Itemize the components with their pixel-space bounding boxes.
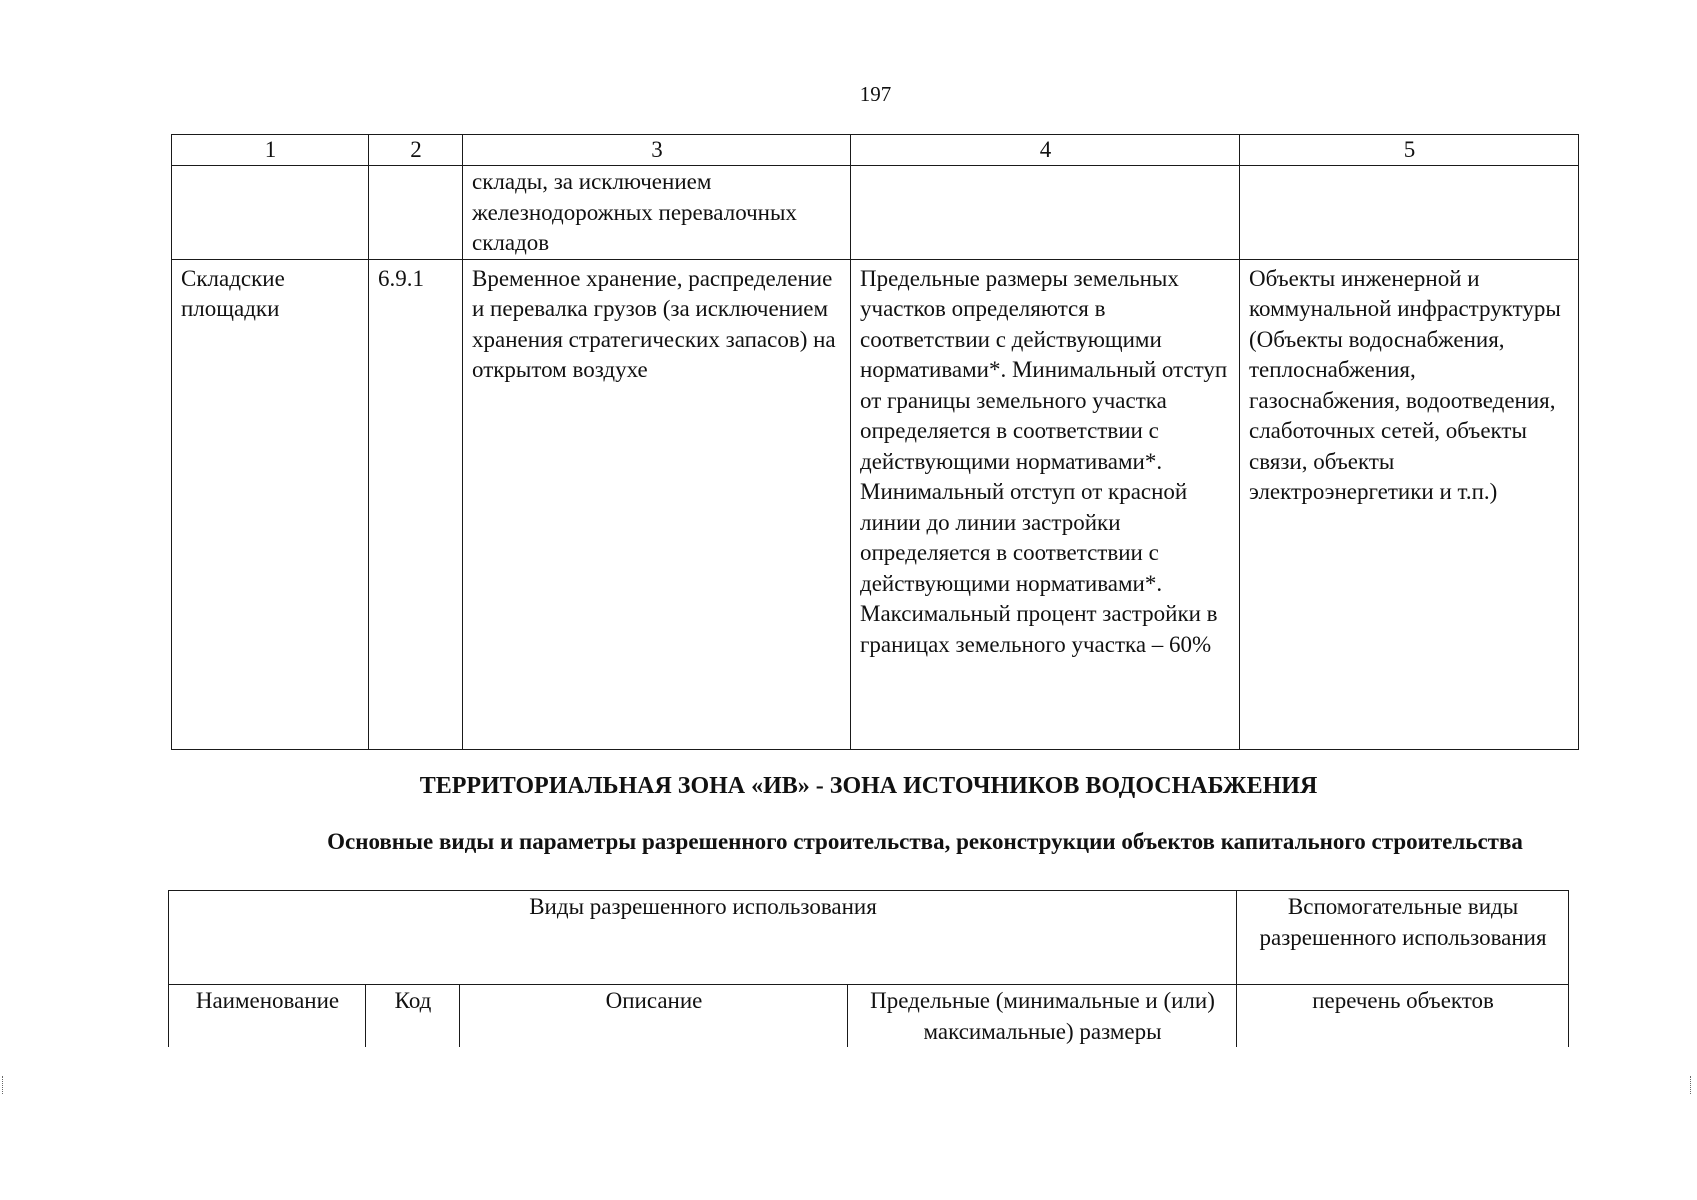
parameters-column-header: Предельные (минимальные и (или) максимальные) размеры	[848, 985, 1237, 1048]
row-description-cell: Временное хранение, распределение и перевалка грузов (за исключением хранения стратегических запасов) на открытом воздухе	[463, 259, 851, 749]
name-column-header: Наименование	[169, 985, 366, 1048]
table-row	[172, 166, 1579, 260]
description-column-header: Описание	[460, 985, 848, 1048]
section-subtitle: Основные виды и параметры разрешенного строительства, реконструкции объектов капитального строительства	[327, 829, 1523, 854]
row-parameters-cell: Предельные размеры земельных участков определяются в соответствии с действующими нормативами*. Минимальный отступ от границы земельного участка определяется в соответствии с действующими нормативами*. Минимальный отступ от красной линии до линии застройки определяется в соответствии с действующими нормативами*. Максимальный процент застройки в границах земельного участка – 60%	[851, 259, 1240, 749]
zone-title: ТЕРРИТОРИАЛЬНАЯ ЗОНА «ИВ» - ЗОНА ИСТОЧНИКОВ ВОДОСНАБЖЕНИЯ	[419, 773, 1318, 799]
row-name-cell	[172, 166, 369, 260]
row-name-cell: Складские площадки	[172, 259, 369, 749]
auxiliary-uses-header: Вспомогательные виды разрешенного использования	[1237, 891, 1569, 985]
table-row	[172, 259, 1579, 749]
permitted-use-table	[168, 890, 1569, 1047]
code-column-header: Код	[366, 985, 460, 1048]
column-number-1: 1	[172, 135, 369, 166]
scan-edge-mark-left	[2, 1076, 5, 1094]
column-number-2: 2	[369, 135, 463, 166]
permitted-use-table-continued	[171, 134, 1579, 750]
column-header-row	[169, 985, 1569, 1048]
column-number-3: 3	[463, 135, 851, 166]
row-description-cell: склады, за исключением железнодорожных перевалочных складов	[463, 166, 851, 260]
column-number-5: 5	[1240, 135, 1579, 166]
row-auxiliary-cell: Объекты инженерной и коммунальной инфраструктуры (Объекты водоснабжения, теплоснабжения, газоснабжения, водоотведения, слаботочных сетей, объекты связи, объекты электроэнергетики и т.п.)	[1240, 259, 1579, 749]
row-auxiliary-cell	[1240, 166, 1579, 260]
row-code-cell: 6.9.1	[369, 259, 463, 749]
row-parameters-cell	[851, 166, 1240, 260]
page-number: 197	[859, 82, 892, 106]
permitted-uses-header: Виды разрешенного использования	[169, 891, 1237, 985]
column-number-4: 4	[851, 135, 1240, 166]
column-number-row	[172, 135, 1579, 166]
group-header-row	[169, 891, 1569, 985]
row-code-cell	[369, 166, 463, 260]
scan-edge-mark-right	[1690, 1076, 1693, 1094]
objects-column-header: перечень объектов	[1237, 985, 1569, 1048]
